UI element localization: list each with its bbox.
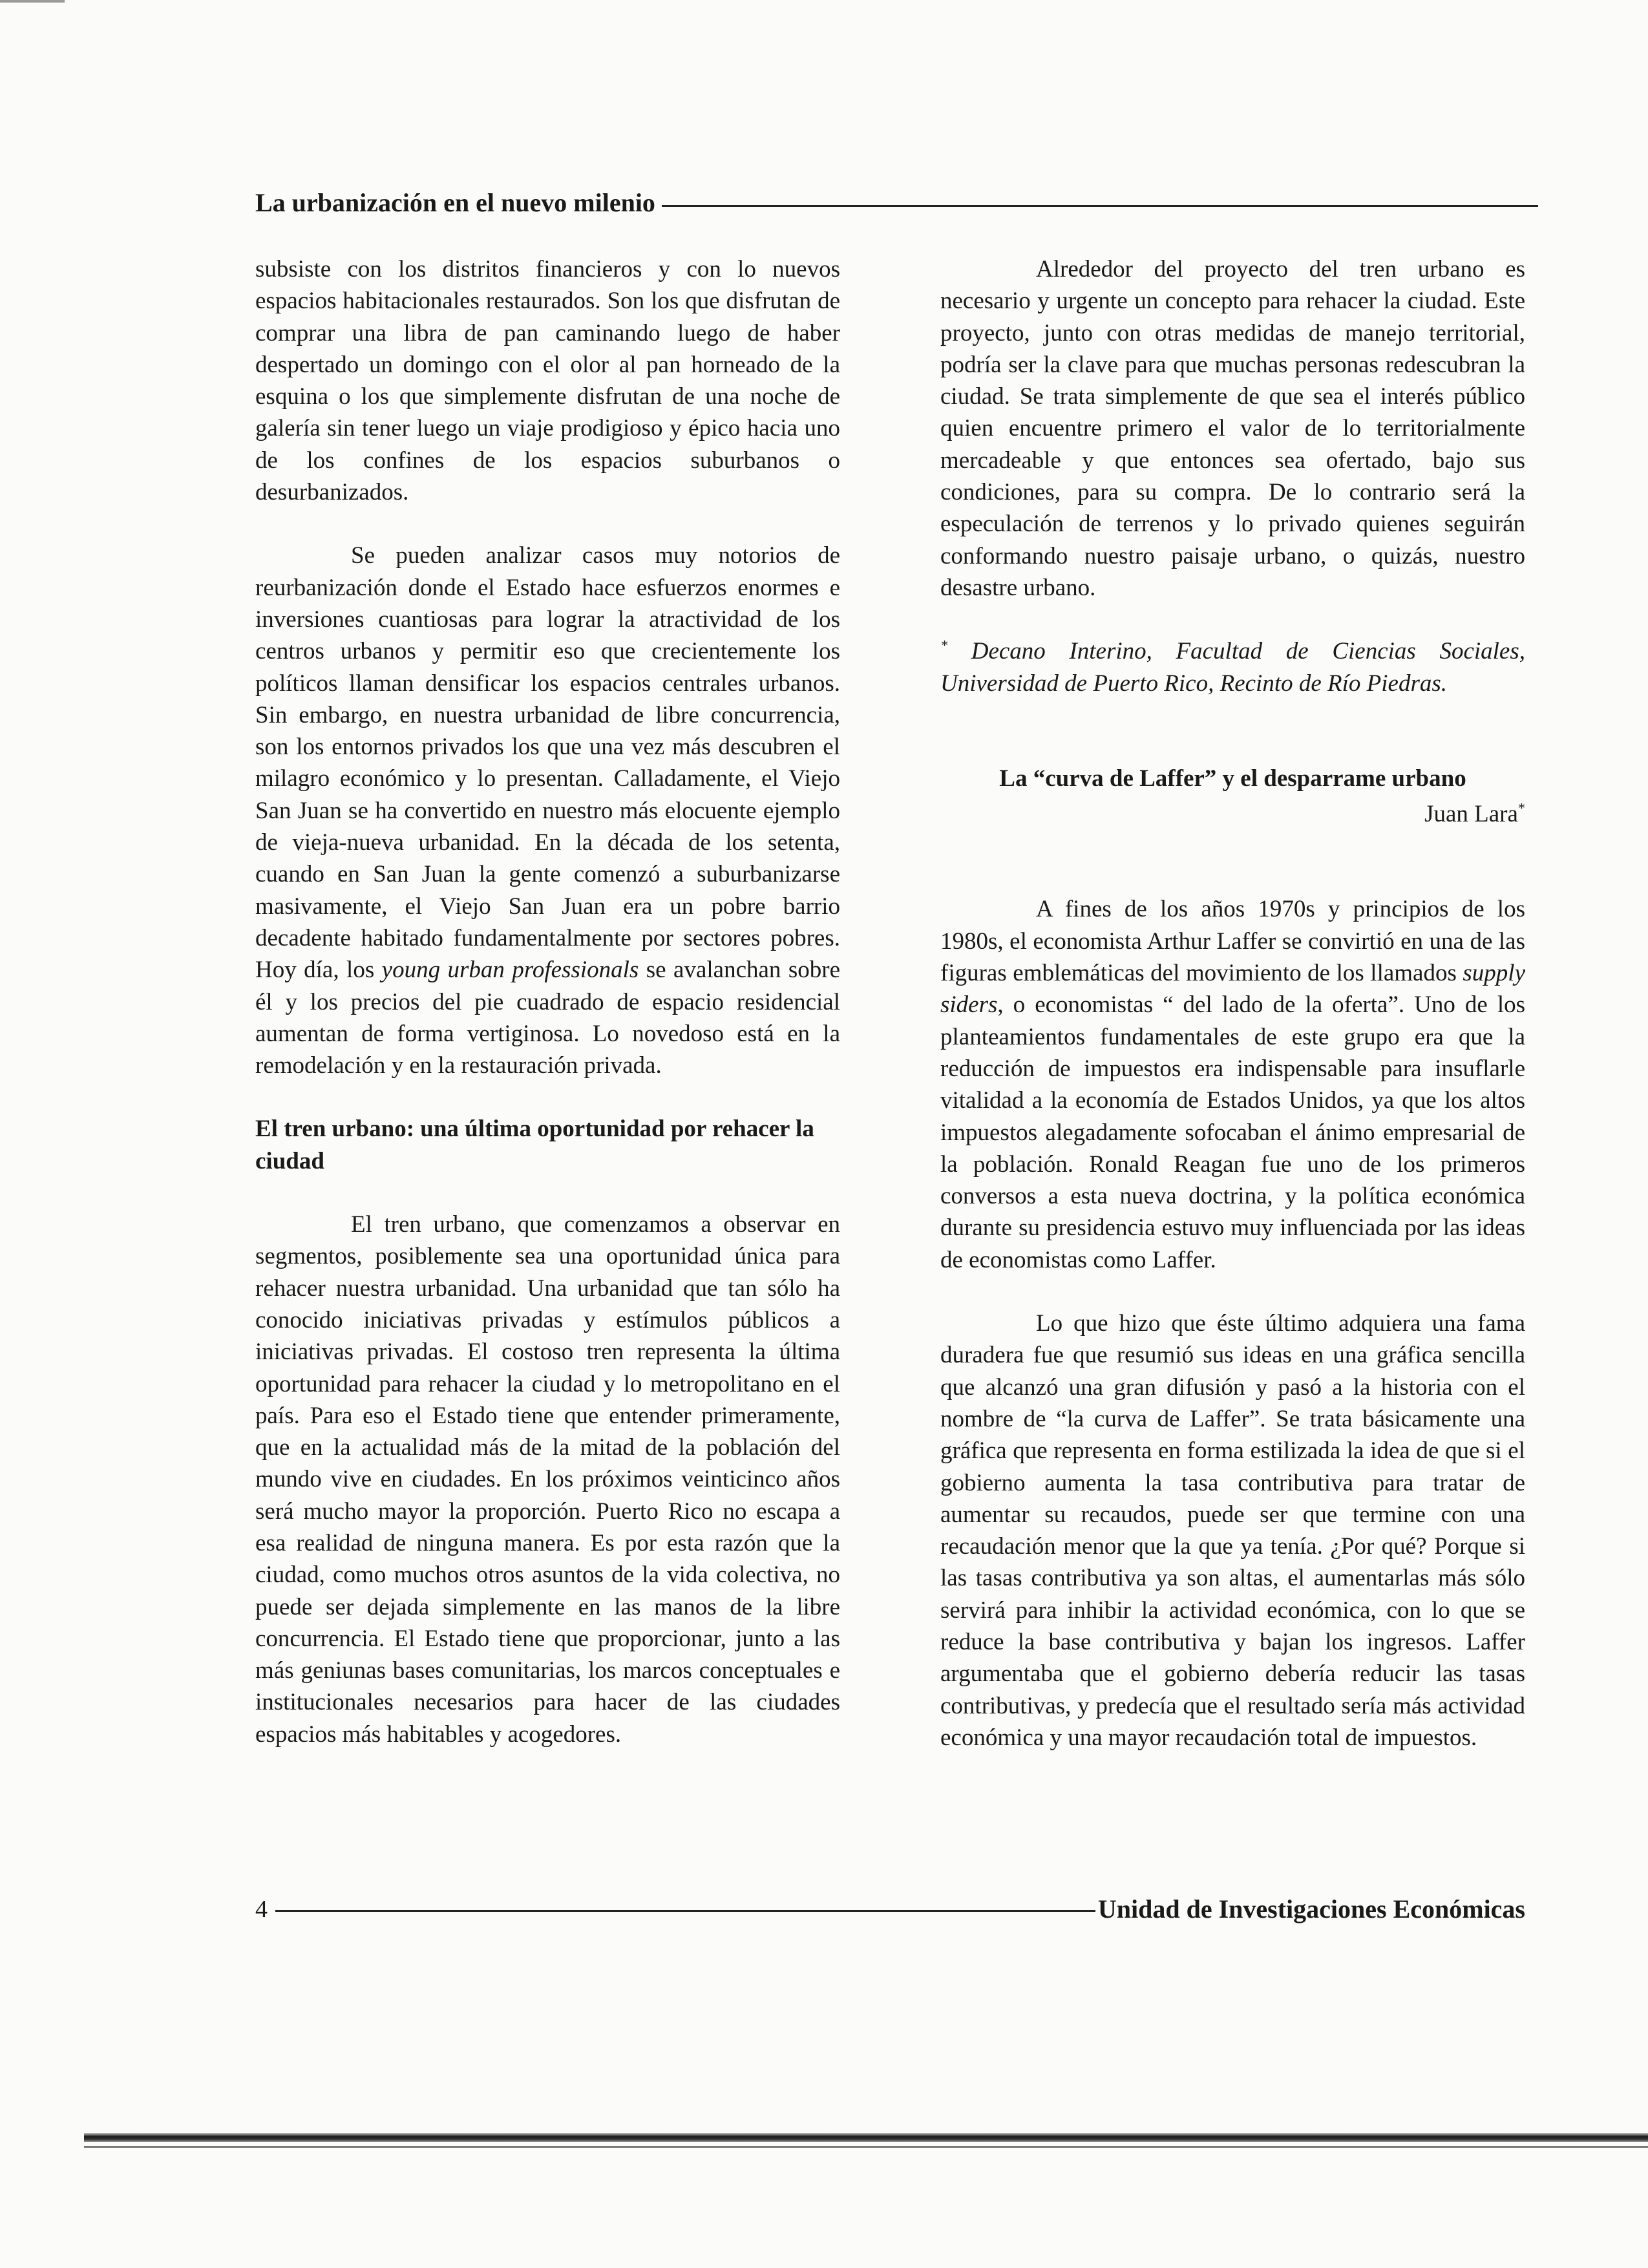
right-column	[940, 253, 1525, 1754]
left-paragraph-2	[255, 540, 840, 1081]
right-paragraph-2	[940, 893, 1525, 1276]
running-header	[255, 187, 1538, 218]
left-paragraph-2-text-a: Se pueden analizar casos muy notorios de reurbanización donde el Estado hace esfuerzos enormes e inversiones cuantiosas para lograr la atractividad de los centros urbanos y permitir eso que crecientemente los políticos llaman densificar los espacios centrales urbanos. Sin embargo, en nuestra urbanidad de libre concurrencia, son los entornos privados los que una vez más descubren el milagro económico y lo presentan. Calladamente, el Viejo San Juan se ha convertido en nuestro más elocuente ejemplo de vieja-nueva urbanidad. En la década de los setenta, cuando en San Juan la gente comenzó a suburbanizarse masivamente, el Viejo San Juan era un pobre barrio decadente habitado fundamentalmente por sectores pobres. Hoy día, los	[255, 542, 840, 984]
running-footer	[255, 1894, 1525, 1924]
section-heading: El tren urbano: una última oportunidad por rehacer la ciudad	[255, 1116, 814, 1174]
right-paragraph-2-text-a: A fines de los años 1970s y principios de los 1980s, el economista Arthur Laffer se convirtió en una de las figuras emblemáticas del movimiento de los llamados	[940, 896, 1525, 987]
right-paragraph-1: Alrededor del proyecto del tren urbano es necesario y urgente un concepto para rehacer la ciudad. Este proyecto, junto con otras medidas de manejo territorial, podría ser la clave para que muchas personas redescubran la ciudad. Se trata simplemente de que sea el interés público quien encuentre primero el valor de lo territorialmente mercadeable y que entonces sea ofertado, bajo sus condiciones, para su compra. De lo contrario será la especulación de terrenos y lo privado quienes seguirán conformando nuestro paisaje urbano, o quizás, nuestro desastre urbano.	[940, 256, 1525, 601]
left-column	[255, 253, 840, 1750]
left-paragraph-1: subsiste con los distritos financieros y con lo nuevos espacios habitacionales restaurados. Son los que disfrutan de comprar una libra de pan caminando luego de haber despertado un domingo con el olor al pan horneado de la esquina o los que simplemente disfrutan de una noche de galería sin tener luego un viaje prodigioso y épico hacia uno de los confines de los espacios suburbanos o desurbanizados.	[255, 256, 840, 506]
article-title: La “curva de Laffer” y el desparrame urbano	[999, 765, 1466, 792]
page-number: 4	[255, 1895, 268, 1923]
author-mark: *	[1517, 800, 1525, 816]
footer-rule	[275, 1910, 1095, 1912]
scan-edge-mark	[0, 0, 65, 3]
article-byline	[940, 798, 1525, 830]
author-name: Juan Lara	[1424, 801, 1518, 828]
header-title: La urbanización en el nuevo milenio	[255, 188, 655, 217]
header-rule	[662, 205, 1538, 207]
footnote-text: Decano Interino, Facultad de Ciencias Sociales, Universidad de Puerto Rico, Recinto de Río Piedras.	[940, 638, 1525, 697]
right-paragraph-3: Lo que hizo que éste último adquiera una fama duradera fue que resumió sus ideas en una gráfica sencilla que alcanzó una gran difusión y pasó a la historia con el nombre de “la curva de Laffer”. Se trata básicamente una gráfica que representa en forma estilizada la idea de que si el gobierno aumenta la tasa contributiva para tratar de aumentar su recaudos, puede ser que termine con una recaudación menor que la que ya tenía. ¿Por qué? Porque si las tasas contributiva ya son altas, el aumentarlas más sólo servirá para inhibir la actividad económica, con lo que se reduce la base contributiva y bajan los ingresos. Laffer argumentaba que el gobierno debería reducir las tasas contributivas, y predecía que el resultado sería más actividad económica y una mayor recaudación total de impuestos.	[940, 1310, 1525, 1751]
left-paragraph-3: El tren urbano, que comenzamos a observar en segmentos, posiblemente sea una oportunidad única para rehacer nuestra urbanidad. Una urbanidad que tan sólo ha conocido iniciativas privadas y estímulos públicos a iniciativas privadas. El costoso tren representa la última oportunidad para rehacer la ciudad y lo metropolitano en el país. Para eso el Estado tiene que entender primeramente, que en la actualidad más de la mitad de la población del mundo vive en ciudades. En los próximos veinticinco años será mucho mayor la proporción. Puerto Rico no escapa a esa realidad de ninguna manera. Es por esta razón que la ciudad, como muchos otros asuntos de la vida colectiva, no puede ser dejada simplemente en las manos de la libre concurrencia. El Estado tiene que proporcionar, junto a las más geniunas bases comunitarias, los marcos conceptuales e institucionales necesarios para hacer de las ciudades espacios más habitables y acogedores.	[255, 1211, 840, 1748]
left-paragraph-2-italic: young urban professionals	[381, 957, 639, 984]
scan-bottom-edge	[84, 2133, 1648, 2142]
footnote-mark: *	[940, 637, 948, 653]
author-footnote	[940, 635, 1525, 699]
footer-publisher: Unidad de Investigaciones Económicas	[1097, 1894, 1525, 1924]
right-paragraph-2-text-b: , o economistas “ del lado de la oferta”. Uno de los planteamientos fundamentales de este grupo era que la reducción de impuestos era indispensable para insuflarle vitalidad a la economía de Estados Unidos, ya que los altos impuestos alegadamente sofocaban el ánimo empresarial de la población. Ronald Reagan fue uno de los primeros conversos a esta nueva doctrina, y la política económica durante su presidencia estuvo muy influenciada por las ideas de economistas como Laffer.	[940, 991, 1525, 1273]
right-paragraph-2-italic: supply siders	[940, 960, 1525, 1019]
left-paragraph-2-text-b: se avalanchan sobre él y los precios del pie cuadrado de espacio residencial aumentan de forma vertiginosa. Lo novedoso está en la remodelación y en la restauración privada.	[255, 957, 840, 1079]
scan-bottom-edge-line	[84, 2146, 1648, 2148]
